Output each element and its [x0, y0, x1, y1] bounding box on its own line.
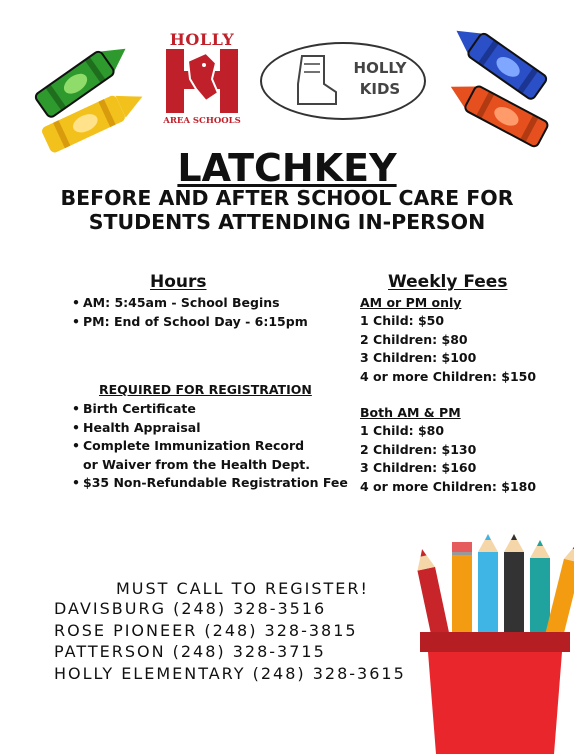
registration-item: • Complete Immunization Record	[72, 437, 348, 456]
call-heading: MUST CALL TO REGISTER!	[116, 579, 369, 598]
logo-top-word: HOLLY	[169, 30, 235, 49]
call-lines	[54, 598, 406, 684]
registration-item: • $35 Non-Refundable Registration Fee	[72, 474, 348, 493]
horse-h-icon	[166, 49, 238, 113]
holly-kids-logo	[260, 42, 426, 120]
fee-row: 2 Children: $130	[360, 441, 477, 457]
fees-both-label: Both AM & PM	[360, 405, 461, 420]
phone-line: ROSE PIONEER (248) 328-3815	[54, 620, 358, 640]
fee-row: 3 Children: $100	[360, 350, 477, 366]
kids-logo-line2: KIDS	[359, 80, 401, 98]
fee-row: 2 Children: $80	[360, 331, 468, 347]
fee-row: 4 or more Children: $150	[360, 368, 537, 384]
fees-both	[360, 404, 536, 496]
fee-row: 3 Children: $160	[360, 460, 477, 476]
page-title: LATCHKEY	[177, 146, 397, 190]
crayons-left-icon	[18, 18, 148, 158]
registration-heading: REQUIRED FOR REGISTRATION	[99, 382, 312, 397]
kids-logo-line1: HOLLY	[353, 59, 407, 77]
fee-row: 1 Child: $50	[360, 313, 445, 329]
hours-heading: Hours	[150, 272, 207, 292]
registration-item: • Health Appraisal	[72, 419, 348, 438]
hours-list	[72, 294, 308, 331]
subtitle-line-1: BEFORE AND AFTER SCHOOL CARE FOR	[60, 186, 514, 210]
holly-area-schools-logo	[160, 30, 244, 130]
subtitle-line-2: STUDENTS ATTENDING IN-PERSON	[88, 210, 486, 234]
fees-am-or-pm	[360, 294, 536, 386]
registration-item: • Birth Certificate	[72, 400, 348, 419]
hours-item-pm: • PM: End of School Day - 6:15pm	[72, 313, 308, 332]
registration-item-continuation: or Waiver from the Health Dept.	[83, 456, 310, 472]
phone-line: HOLLY ELEMENTARY (248) 328-3615	[54, 663, 406, 683]
boot-icon	[290, 54, 340, 108]
crayons-right-icon	[440, 14, 560, 154]
phone-line: PATTERSON (248) 328-3715	[54, 642, 326, 661]
fee-row: 1 Child: $80	[360, 423, 445, 439]
phone-line: DAVISBURG (248) 328-3516	[54, 599, 327, 618]
fee-row: 4 or more Children: $180	[360, 478, 537, 494]
fees-am-or-pm-label: AM or PM only	[360, 295, 462, 310]
pencil-cup-icon	[414, 530, 574, 754]
hours-item-am: • AM: 5:45am - School Begins	[72, 294, 308, 313]
fees-heading: Weekly Fees	[388, 272, 508, 292]
logo-bottom-word: AREA SCHOOLS	[163, 116, 241, 126]
registration-list	[72, 400, 348, 493]
